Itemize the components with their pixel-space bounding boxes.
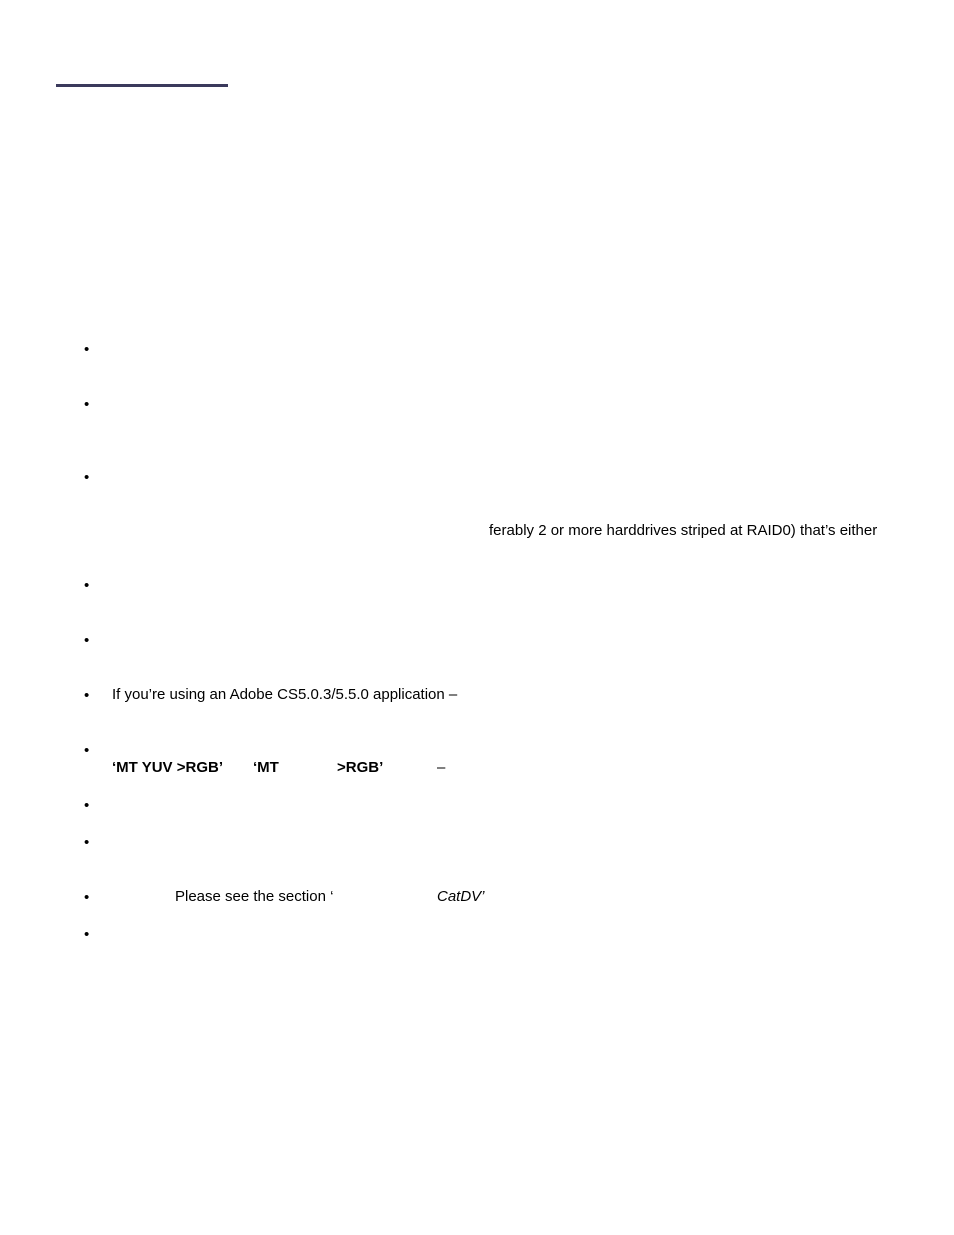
mt-yuv-rgb-label: ‘MT YUV >RGB’ xyxy=(112,759,223,776)
adobe-text: If you’re using an Adobe CS5.0.3/5.5.0 application – xyxy=(112,686,458,703)
bullet-3: • xyxy=(84,469,90,486)
rgb-label: >RGB’ xyxy=(337,759,384,776)
raid-text: ferably 2 or more harddrives striped at RAID0) that’s either xyxy=(489,522,878,539)
bullet-5: • xyxy=(84,632,90,649)
mt-label: ‘MT xyxy=(253,759,279,776)
bullet-4: • xyxy=(84,577,90,594)
catdv-text: CatDV’ xyxy=(437,888,485,905)
bullet-11: • xyxy=(84,926,90,943)
bullet-9: • xyxy=(84,834,90,851)
bullet-10: • xyxy=(84,889,90,906)
bullet-2: • xyxy=(84,396,90,413)
bullet-1: • xyxy=(84,341,90,358)
bullet-8: • xyxy=(84,797,90,814)
heading-underline-rule xyxy=(56,84,228,87)
mt-dash: – xyxy=(437,759,446,776)
bullet-7: • xyxy=(84,742,90,759)
see-section-text: Please see the section ‘ xyxy=(175,888,334,905)
bullet-6: • xyxy=(84,687,90,704)
